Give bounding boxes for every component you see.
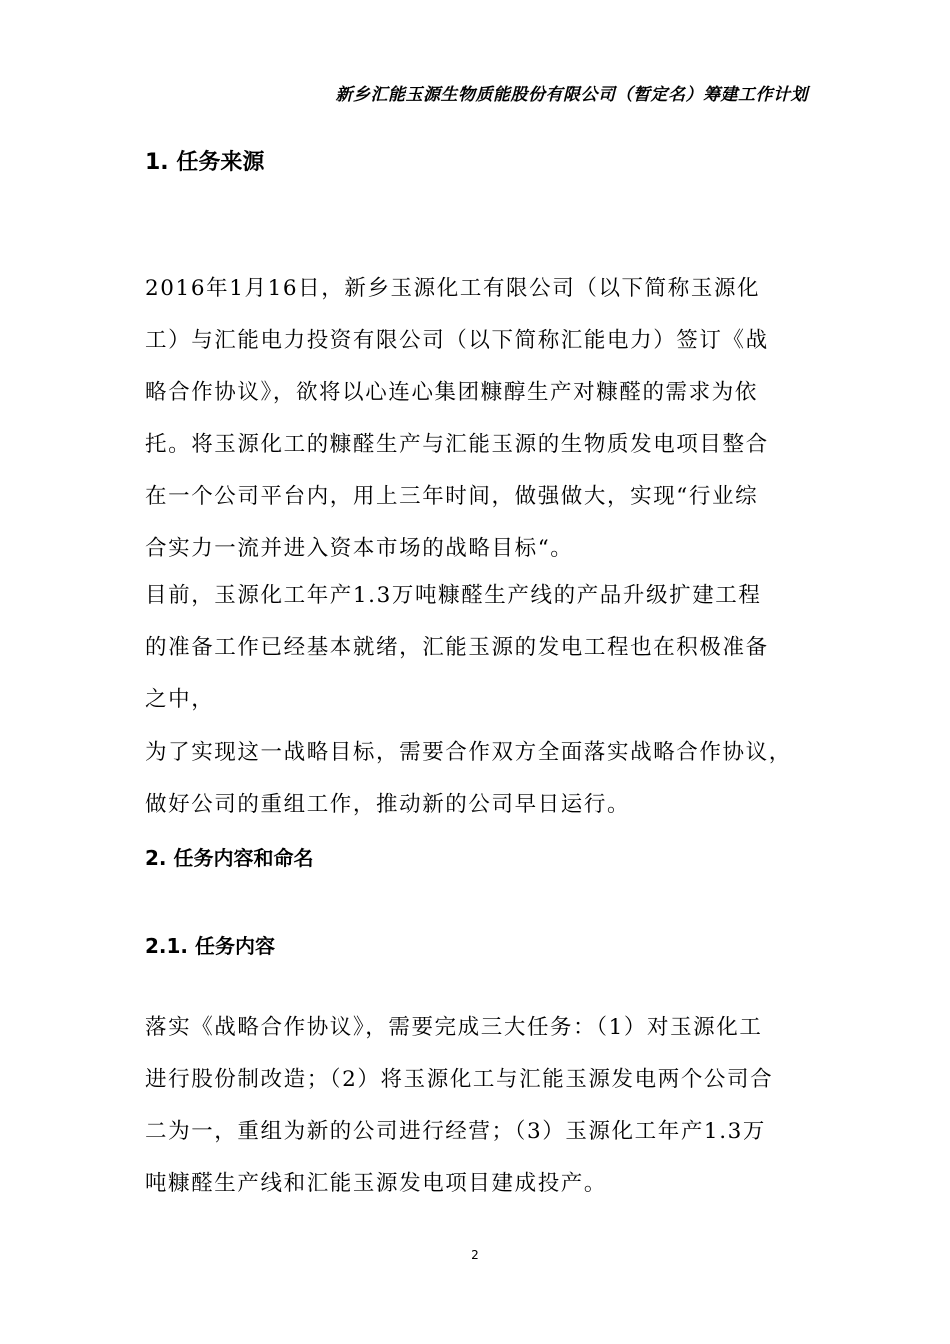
section-2-1-heading: 2.1. 任务内容 xyxy=(145,934,275,958)
text-line: 目前，玉源化工年产1.3万吨糠醛生产线的产品升级扩建工程 xyxy=(145,583,762,608)
text-line: 为了实现这一战略目标，需要合作双方全面落实战略合作协议， xyxy=(145,740,792,765)
text-line: 进行股份制改造；（2）将玉源化工与汇能玉源发电两个公司合 xyxy=(145,1067,774,1092)
section-2-1-paragraph xyxy=(145,1002,773,1210)
text-line: 工）与汇能电力投资有限公司（以下简称汇能电力）签订《战 xyxy=(145,328,769,353)
text-line: 吨糠醛生产线和汇能玉源发电项目建成投产。 xyxy=(145,1171,608,1196)
section-1-heading: 1. 任务来源 xyxy=(145,150,265,175)
running-header: 新乡汇能玉源生物质能股份有限公司（暂定名）筹建工作计划 xyxy=(335,85,808,105)
section-1-paragraph-3 xyxy=(145,727,792,831)
section-2-heading: 2. 任务内容和命名 xyxy=(145,846,314,870)
text-line: 略合作协议》，欲将以心连心集团糠醇生产对糠醛的需求为依 xyxy=(145,380,758,405)
text-line: 落实《战略合作协议》，需要完成三大任务：（1）对玉源化工 xyxy=(145,1015,763,1040)
text-line: 在一个公司平台内，用上三年时间，做强做大，实现“行业综 xyxy=(145,484,759,509)
text-line: 之中， xyxy=(145,687,215,712)
text-line: 二为一，重组为新的公司进行经营；（3）玉源化工年产1.3万 xyxy=(145,1119,767,1144)
text-line: 的准备工作已经基本就绪，汇能玉源的发电工程也在积极准备 xyxy=(145,635,769,660)
text-line: 托。将玉源化工的糠醛生产与汇能玉源的生物质发电项目整合 xyxy=(145,432,769,457)
text-line: 合实力一流并进入资本市场的战略目标“。 xyxy=(145,536,574,561)
page-number: 2 xyxy=(471,1248,479,1262)
section-1-paragraph-1 xyxy=(145,263,769,575)
text-line: 2016年1月16日，新乡玉源化工有限公司（以下简称玉源化 xyxy=(145,276,761,301)
section-1-paragraph-2 xyxy=(145,570,769,726)
text-line: 做好公司的重组工作，推动新的公司早日运行。 xyxy=(145,792,631,817)
